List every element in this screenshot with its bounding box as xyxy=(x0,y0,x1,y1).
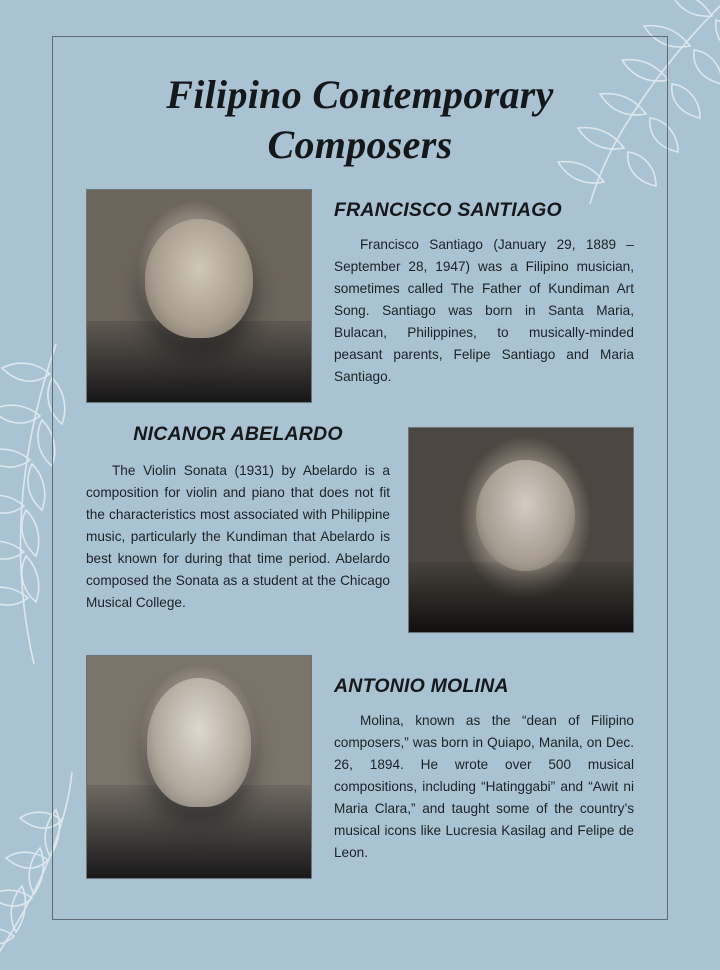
page-title xyxy=(86,70,634,171)
composer-entry-santiago xyxy=(86,189,634,403)
page-title-line-2: Composers xyxy=(267,122,453,168)
composer-bio-molina-text: Molina, known as the “dean of Filipino composers,” was born in Quiapo, Manila, on Dec. 26, 1894. He wrote over 500 musical compositions, including “Hatinggabi” and “Awit ni Maria Clara,” and taught some of the country’s musical icons like Lucresia Kasilag and Felipe de Leon. xyxy=(334,712,634,860)
composer-name-santiago: FRANCISCO SANTIAGO xyxy=(334,198,562,221)
portrait-nicanor-abelardo xyxy=(408,427,634,633)
photo-container-santiago xyxy=(86,189,312,403)
page-title-line-1: Filipino Contemporary xyxy=(166,72,554,117)
composer-bio-molina xyxy=(334,710,634,864)
composer-bio-abelardo xyxy=(86,460,390,614)
composer-name-abelardo: NICANOR ABELARDO xyxy=(133,422,343,445)
composer-name-molina: ANTONIO MOLINA xyxy=(334,674,509,697)
composer-entry-molina xyxy=(86,655,634,879)
composer-bio-santiago xyxy=(334,234,634,388)
portrait-antonio-molina xyxy=(86,655,312,879)
text-container-santiago xyxy=(312,189,634,403)
photo-container-molina xyxy=(86,655,312,879)
portrait-francisco-santiago xyxy=(86,189,312,403)
poster-content xyxy=(52,36,668,920)
text-container-abelardo xyxy=(86,423,408,633)
photo-container-abelardo xyxy=(408,423,634,633)
composer-bio-abelardo-text: The Violin Sonata (1931) by Abelardo is a composition for violin and piano that does not fit the characteristics most associated with Philippine music, particularly the Kundiman that Abelardo is best known for during that time period. Abelardo composed the Sonata as a student at the Chicago Musical College. xyxy=(86,462,390,610)
composer-entry-abelardo xyxy=(86,423,634,633)
text-container-molina xyxy=(312,655,634,879)
composer-bio-santiago-text: Francisco Santiago (January 29, 1889 – September 28, 1947) was a Filipino musician, sometimes called The Father of Kundiman Art Song. Santiago was born in Santa Maria, Bulacan, Philippines, to musically-minded peasant parents, Felipe Santiago and Maria Santiago. xyxy=(334,236,634,384)
